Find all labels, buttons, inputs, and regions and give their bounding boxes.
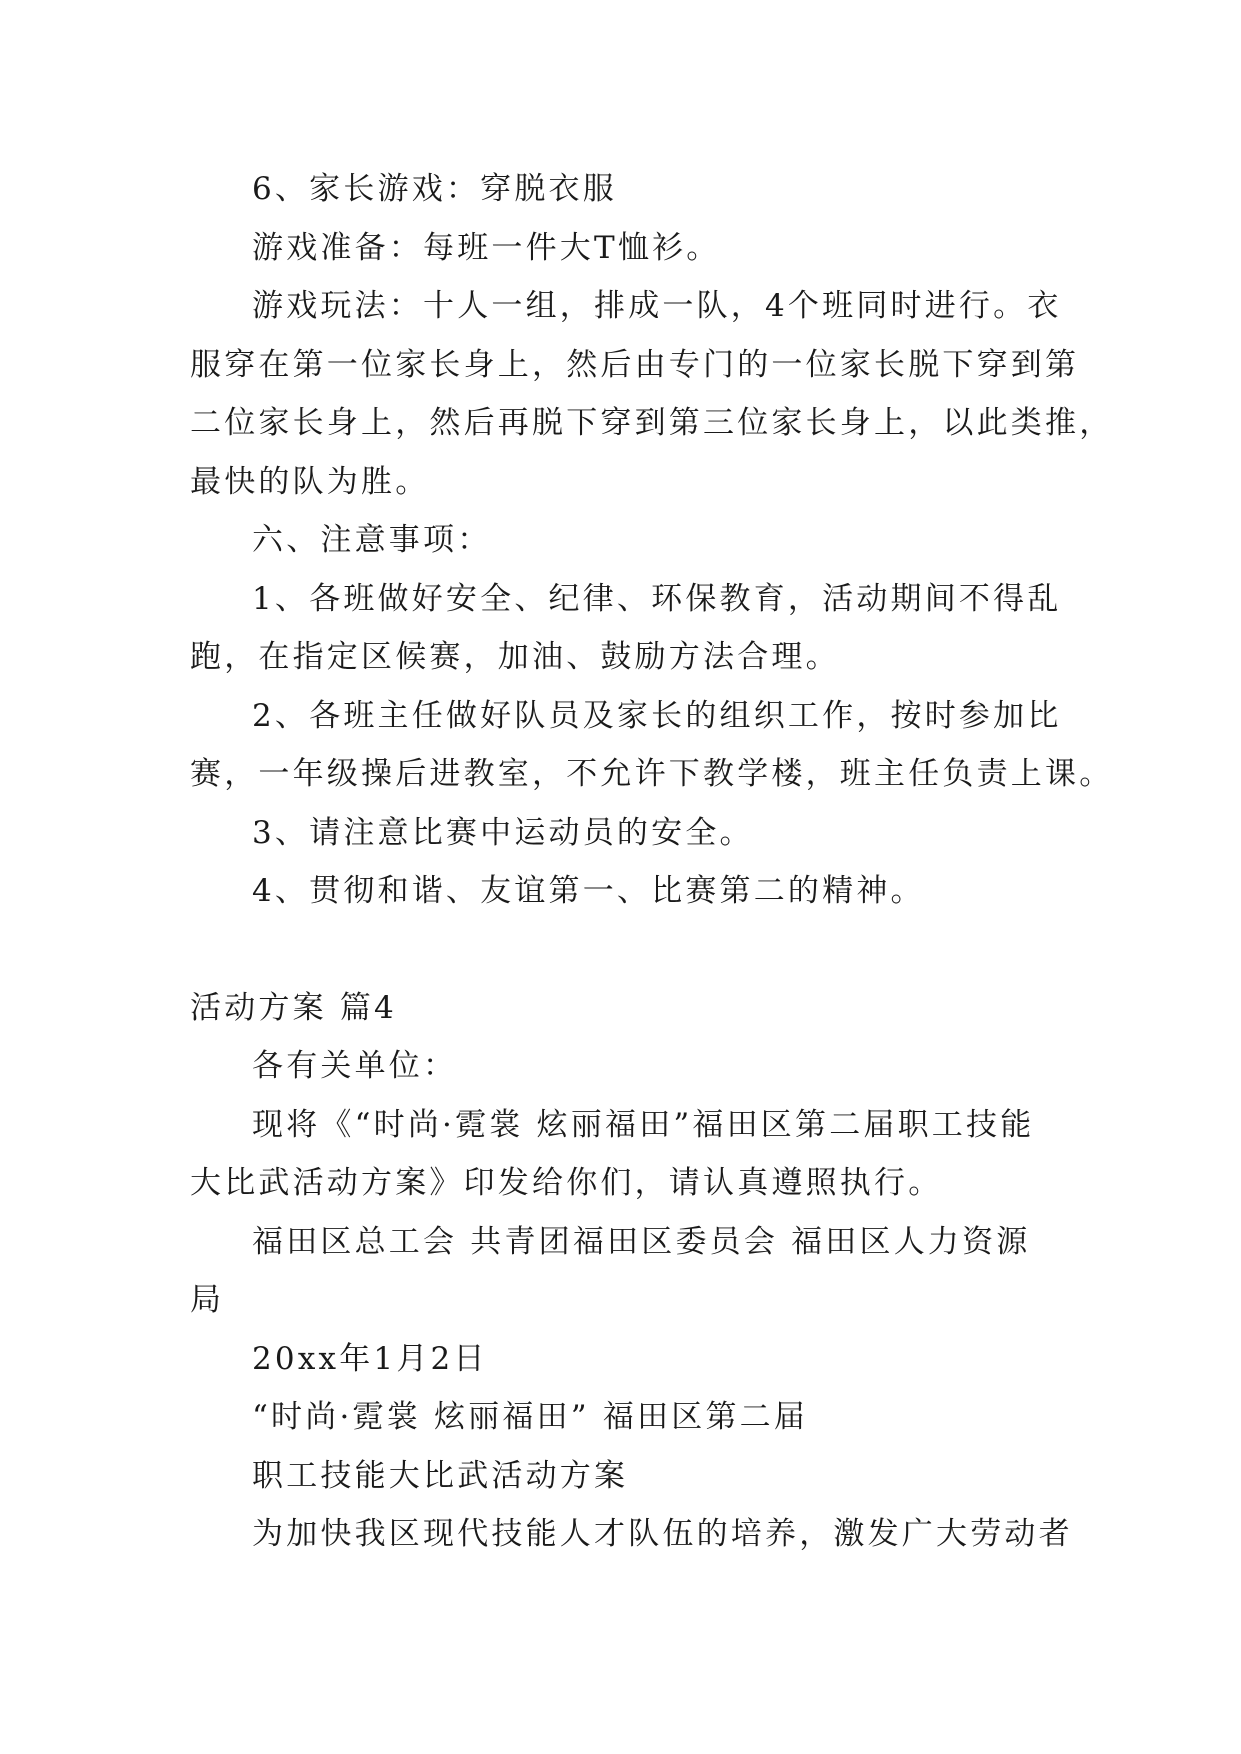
plan-title-line-1: “时尚·霓裳 炫丽福田” 福田区第二届 (252, 1399, 809, 1435)
document-page (190, 160, 1114, 1564)
game-rules-line-1: 游戏玩法：十人一组，排成一队，4个班同时进行。衣 (252, 288, 1062, 324)
note-4: 4、贯彻和谐、友谊第一、比赛第二的精神。 (252, 873, 925, 909)
game-rules-line-3: 二位家长身上，然后再脱下穿到第三位家长身上，以此类推， (190, 405, 1114, 441)
note-1-line-1: 1、各班做好安全、纪律、环保教育，活动期间不得乱 (252, 580, 1062, 617)
body-paragraph-start: 为加快我区现代技能人才队伍的培养，激发广大劳动者 (252, 1516, 1073, 1552)
issue-date: 20xx年1月2日 (252, 1340, 488, 1377)
salutation: 各有关单位： (252, 1048, 458, 1084)
section-notes-heading: 六、注意事项： (252, 522, 492, 558)
note-2-line-1: 2、各班主任做好队员及家长的组织工作，按时参加比 (252, 697, 1062, 734)
game-rules-line-4: 最快的队为胜。 (190, 463, 430, 500)
issuers-line-2: 局 (190, 1282, 225, 1318)
plan-title-line-2: 职工技能大比武活动方案 (252, 1457, 629, 1494)
notice-line-2: 大比武活动方案》印发给你们，请认真遵照执行。 (190, 1165, 943, 1201)
note-3: 3、请注意比赛中运动员的安全。 (252, 814, 754, 851)
game-rules-line-2: 服穿在第一位家长身上，然后由专门的一位家长脱下穿到第 (190, 346, 1080, 383)
issuers-line-1: 福田区总工会 共青团福田区委员会 福田区人力资源 (252, 1223, 1031, 1260)
notice-line-1: 现将《“时尚·霓裳 炫丽福田”福田区第二届职工技能 (252, 1106, 1035, 1143)
game-preparation: 游戏准备：每班一件大T恤衫。 (252, 229, 721, 266)
note-2-line-2: 赛，一年级操后进教室，不允许下教学楼，班主任负责上课。 (190, 756, 1114, 792)
plan-heading: 活动方案 篇4 (190, 989, 397, 1026)
note-1-line-2: 跑，在指定区候赛，加油、鼓励方法合理。 (190, 639, 840, 675)
item-parent-game-title: 6、家长游戏：穿脱衣服 (252, 171, 617, 207)
